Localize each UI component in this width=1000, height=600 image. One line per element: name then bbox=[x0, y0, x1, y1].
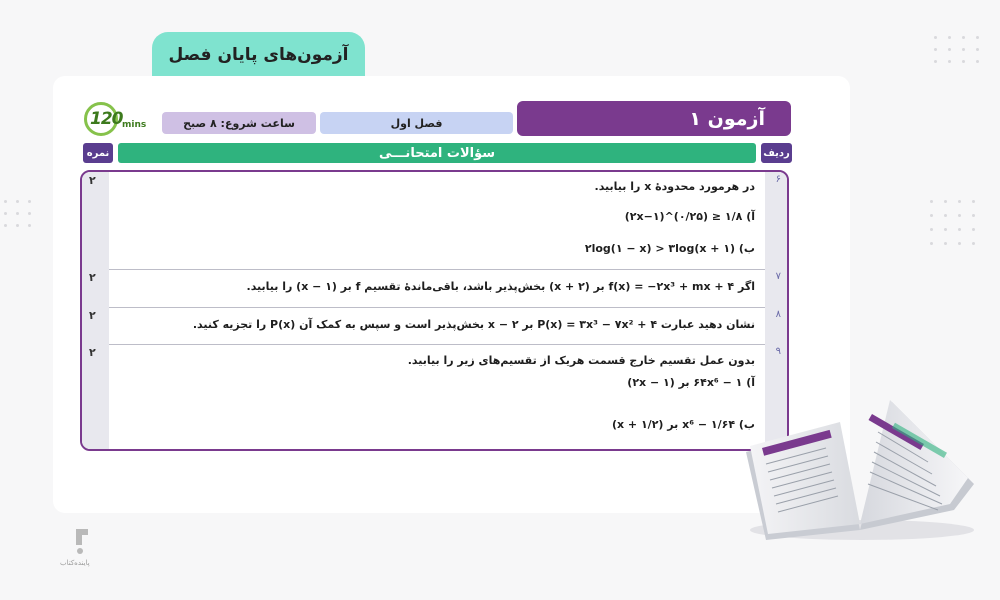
question-text: بدون عمل تقسیم خارج قسمت هریک از تقسیم‌های زیر را بیابید. bbox=[407, 354, 755, 367]
start-time-pill bbox=[162, 112, 316, 134]
question-text: نشان دهید عبارت P(x) = ۳x³ − ۷x² + ۴ بر x − ۲ بخش‌پذیر است و سپس به کمک آن P(x) را تجزیه کنید. bbox=[192, 318, 755, 331]
section-tab-title: آزمون‌های پایان فصل bbox=[168, 45, 349, 65]
question-text: در هرمورد محدودهٔ x را بیابید. bbox=[594, 180, 755, 193]
section-tab bbox=[152, 32, 365, 78]
open-book-illustration bbox=[742, 392, 978, 542]
brand-logo-icon bbox=[70, 527, 94, 557]
question-part-a: آ) ۱ − ۶۴x⁶ بر (۱ − ۲x) bbox=[627, 376, 755, 389]
question-score: ۲ bbox=[89, 271, 96, 284]
question-number: ۸ bbox=[775, 309, 781, 320]
brand-caption: پاینده‌کتاب bbox=[60, 559, 90, 567]
question-part-a: آ) ۱/۸ ≤ (۰/۲۵)^(۲x−۱) bbox=[624, 210, 755, 223]
question-score: ۲ bbox=[89, 174, 96, 187]
question-score: ۲ bbox=[89, 346, 96, 359]
timer-badge bbox=[80, 98, 150, 144]
question-row bbox=[89, 269, 781, 308]
questions-header: سؤالات امتحانـــی bbox=[118, 143, 756, 163]
brand-logo bbox=[60, 527, 130, 572]
question-number: ۶ bbox=[775, 174, 781, 185]
question-row bbox=[89, 344, 781, 451]
chapter-label: فصل اول bbox=[390, 116, 443, 130]
timer-unit: mins bbox=[122, 120, 147, 130]
question-number: ۹ bbox=[775, 346, 781, 357]
question-row bbox=[89, 172, 781, 270]
dot-grid-top-right bbox=[934, 36, 994, 76]
question-row bbox=[89, 307, 781, 345]
dot-grid-left bbox=[4, 200, 44, 240]
exam-title bbox=[517, 101, 791, 136]
exam-paper bbox=[80, 98, 792, 458]
exam-title-text: آزمون ۱ bbox=[689, 107, 765, 130]
question-part-b: ب) ۱/۶۴ − x⁶ بر (x + ۱/۲) bbox=[611, 418, 755, 431]
dot-grid-right bbox=[930, 200, 990, 260]
start-time-label: ساعت شروع: ۸ صبح bbox=[183, 116, 295, 130]
question-text: اگر f(x) = −۲x³ + mx + ۴ بر (x + ۲) بخش‌پذیر باشد، باقی‌ماندهٔ تقسیم f بر (x − ۱) را بیابید. bbox=[246, 280, 755, 293]
question-score: ۲ bbox=[89, 309, 96, 322]
question-number: ۷ bbox=[775, 271, 781, 282]
chapter-pill bbox=[320, 112, 513, 134]
row-column-header: ردیف bbox=[761, 143, 792, 163]
score-column-header: نمره bbox=[83, 143, 113, 163]
timer-number: 120 bbox=[90, 109, 123, 129]
questions-table bbox=[80, 170, 789, 451]
question-part-b: ب) ۲log(۱ − x) > ۳log(x + ۱) bbox=[584, 242, 755, 255]
